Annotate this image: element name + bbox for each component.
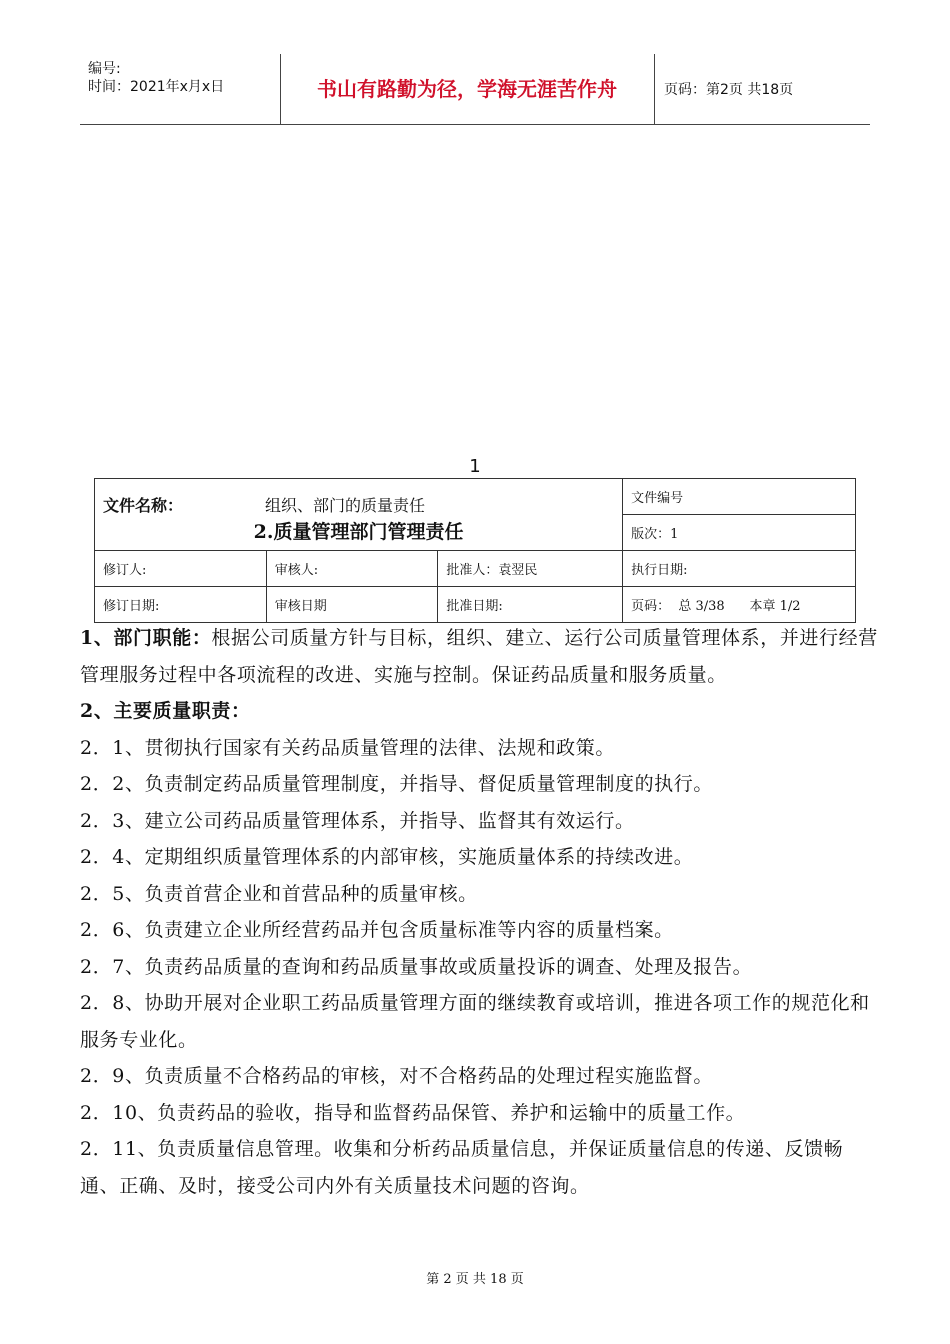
list-item: 2．7、负责药品质量的查询和药品质量事故或质量投诉的调查、处理及报告。 <box>80 955 753 978</box>
list-item: 2．5、负责首营企业和首营品种的质量审核。 <box>80 882 478 905</box>
document-body <box>80 620 880 1204</box>
list-item: 2．10、负责药品的验收，指导和监督药品保管、养护和运输中的质量工作。 <box>80 1101 746 1124</box>
document-info-table <box>94 478 856 623</box>
exec-date-cell: 执行日期: <box>623 551 856 587</box>
revise-date-cell: 修订日期: <box>95 587 267 623</box>
header-motto: 书山有路勤为径，学海无涯苦作舟 <box>317 77 617 101</box>
list-item: 2．1、贯彻执行国家有关药品质量管理的法律、法规和政策。 <box>80 736 615 759</box>
header-divider <box>654 54 655 124</box>
header-meta <box>88 60 278 96</box>
page-header <box>80 54 870 125</box>
file-name-cell <box>95 479 623 551</box>
approve-date-cell: 批准日期: <box>438 587 623 623</box>
section-2-heading: 2、主要质量职责： <box>80 700 251 722</box>
file-name-title: 2.质量管理部门管理责任 <box>253 521 464 543</box>
reviser-cell: 修订人: <box>95 551 267 587</box>
doc-number-label: 编号: <box>88 61 121 77</box>
reviewer-cell: 审核人: <box>266 551 438 587</box>
doc-time-label: 时间：2021年x月x日 <box>88 79 225 95</box>
approver-cell: 批准人：袁翌民 <box>438 551 623 587</box>
page-number-top: 1 <box>469 456 481 477</box>
list-item: 2．3、建立公司药品质量管理体系，并指导、监督其有效运行。 <box>80 809 635 832</box>
review-date-cell: 审核日期 <box>266 587 438 623</box>
file-name-label: 文件名称： <box>103 496 184 515</box>
list-item: 2．11、负责质量信息管理。收集和分析药品质量信息，并保证质量信息的传递、反馈畅通、正确、及时，接受公司内外有关质量技术问题的咨询。 <box>80 1138 844 1197</box>
header-page-info: 页码：第2页 共18页 <box>664 82 794 98</box>
section-1-text: 根据公司质量方针与目标，组织、建立、运行公司质量管理体系，并进行经营管理服务过程中各项流程的改进、实施与控制。保证药品质量和服务质量。 <box>80 627 878 686</box>
list-item: 2．4、定期组织质量管理体系的内部审核，实施质量体系的持续改进。 <box>80 846 694 868</box>
list-item: 2．2、负责制定药品质量管理制度，并指导、督促质量管理制度的执行。 <box>80 773 713 795</box>
list-item: 2．9、负责质量不合格药品的审核，对不合格药品的处理过程实施监督。 <box>80 1065 713 1087</box>
page-code-cell: 页码： 总 3/38 本章 1/2 <box>623 587 856 623</box>
page-footer: 第 2 页 共 18 页 <box>426 1272 524 1287</box>
list-item: 2．8、协助开展对企业职工药品质量管理方面的继续教育或培训，推进各项工作的规范化和服务专业化。 <box>80 992 870 1051</box>
list-item: 2．6、负责建立企业所经营药品并包含质量标准等内容的质量档案。 <box>80 919 674 941</box>
section-1 <box>80 620 880 693</box>
section-1-heading: 1、部门职能： <box>80 627 212 649</box>
file-no-cell: 文件编号 <box>623 479 856 515</box>
version-cell: 版次：1 <box>623 515 856 551</box>
file-name-sub: 组织、部门的质量责任 <box>265 496 426 515</box>
